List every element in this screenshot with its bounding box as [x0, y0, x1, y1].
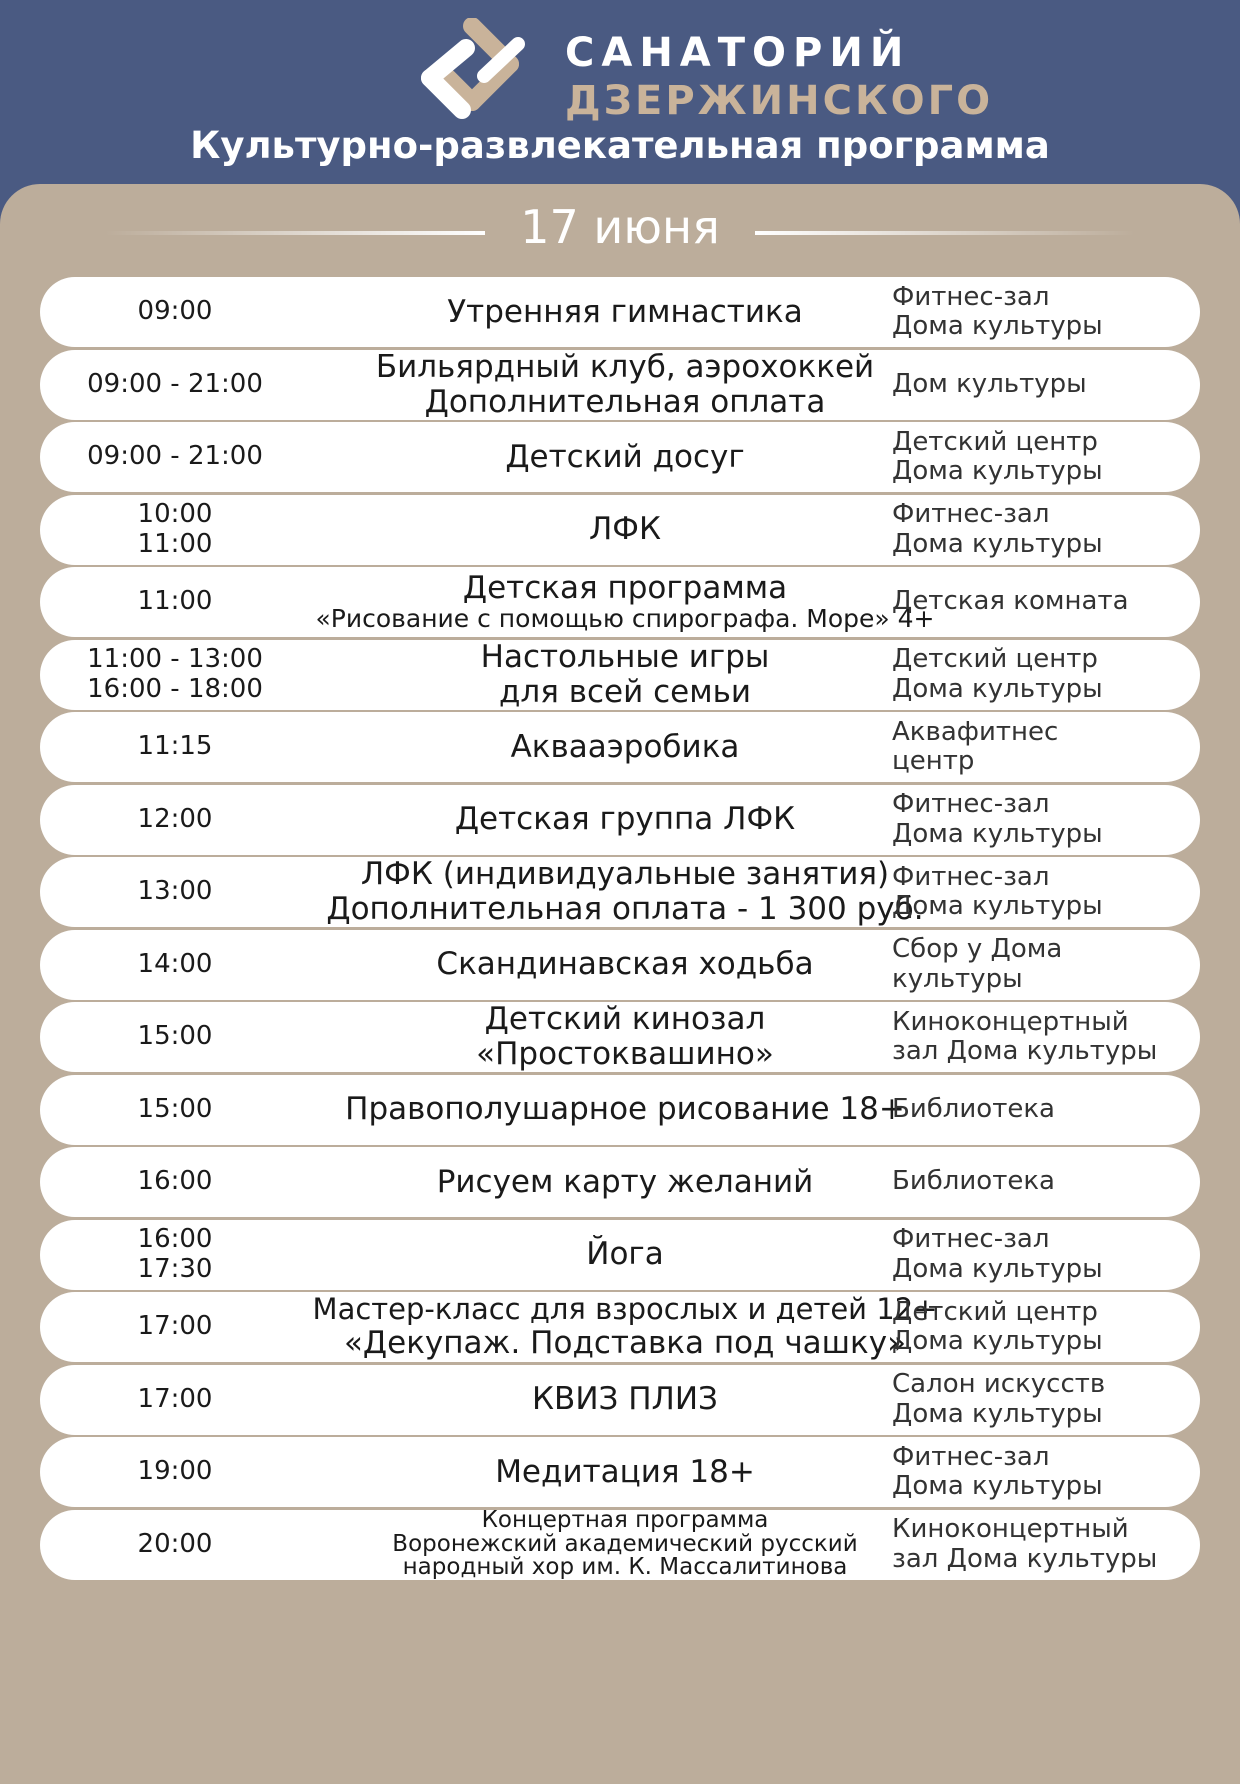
event-time: [40, 1220, 310, 1290]
event-location-line: Дома культуры: [892, 1471, 1103, 1501]
event-title: [275, 785, 975, 855]
schedule-row: [40, 712, 1200, 782]
schedule-row: [40, 567, 1200, 637]
event-time-line: 12:00: [137, 803, 213, 834]
brand-name-line2: ДЗЕРЖИНСКОГО: [565, 78, 994, 124]
brand-name-line1: САНАТОРИЙ: [565, 30, 911, 76]
event-title-line: народный хор им. К. Массалитинова: [402, 1554, 848, 1581]
event-location-line: Детский центр: [892, 644, 1098, 675]
event-location-line: Салон искусств: [892, 1369, 1106, 1400]
event-time-line: 19:00: [137, 1456, 213, 1487]
event-title-line: Рисуем карту желаний: [436, 1163, 814, 1200]
event-title-line: ЛФК (индивидуальные занятия): [360, 856, 890, 893]
event-location-line: Аквафитнес: [892, 716, 1059, 747]
event-title-line: «Рисование с помощью спирографа. Море» 4+: [315, 604, 935, 634]
schedule-row: [40, 277, 1200, 347]
event-title: [275, 712, 975, 782]
schedule-row: [40, 1507, 1200, 1581]
event-title-line: Аквааэробика: [510, 728, 740, 765]
event-title: [275, 495, 975, 565]
event-time: [40, 1292, 310, 1362]
event-location-line: Библиотека: [892, 1093, 1055, 1124]
event-time-line: 15:00: [137, 1021, 213, 1052]
event-title: [275, 1292, 975, 1362]
schedule-row: [40, 1292, 1200, 1362]
event-title-line: «Простоквашино»: [476, 1036, 774, 1072]
event-location-line: Дом культуры: [892, 368, 1087, 399]
event-time-line: 09:00: [137, 296, 213, 327]
event-time-line: 09:00 - 21:00: [87, 368, 263, 399]
event-title: [275, 1075, 975, 1145]
event-time: [40, 1075, 310, 1145]
event-location-line: центр: [892, 746, 975, 776]
event-location-line: Фитнес-зал: [892, 789, 1050, 820]
event-time-line: 10:00: [137, 499, 213, 530]
event-title-line: КВИЗ ПЛИЗ: [532, 1381, 718, 1418]
event-title-line: «Декупаж. Подставка под чашку»: [343, 1324, 907, 1361]
schedule-row: [40, 1437, 1200, 1507]
schedule-row: [40, 1220, 1200, 1290]
event-time-line: 16:00 - 18:00: [87, 673, 263, 704]
event-location: [892, 422, 1197, 492]
event-location: [892, 930, 1197, 1000]
event-location: [892, 857, 1197, 927]
event-location: [892, 350, 1197, 420]
event-time: [40, 712, 310, 782]
event-title-line: Скандинавская ходьба: [436, 946, 814, 983]
schedule-row: [40, 785, 1200, 855]
event-time-line: 16:00: [137, 1166, 213, 1197]
date-heading: [0, 200, 1240, 260]
event-time: [40, 1002, 310, 1072]
event-title-line: Йога: [586, 1236, 664, 1273]
event-title: [275, 422, 975, 492]
event-time: [40, 567, 310, 637]
event-location: [892, 1002, 1197, 1072]
event-time-line: 17:00: [137, 1311, 213, 1342]
header: [0, 0, 1240, 190]
event-location: [892, 1147, 1197, 1217]
schedule-row: [40, 1365, 1200, 1435]
schedule-row: [40, 640, 1200, 710]
event-title-line: Бильярдный клуб, аэрохоккей: [375, 348, 875, 385]
event-time: [40, 1510, 310, 1580]
event-title-line: Детский кинозал: [484, 1001, 766, 1038]
event-time-line: 20:00: [137, 1528, 213, 1559]
event-time-line: 16:00: [137, 1224, 213, 1255]
event-time-line: 14:00: [137, 948, 213, 979]
event-location: [892, 1510, 1197, 1580]
event-location-line: Фитнес-зал: [892, 1224, 1050, 1255]
event-location: [892, 495, 1197, 565]
event-time-line: 11:15: [137, 731, 213, 762]
event-location-line: Фитнес-зал: [892, 499, 1050, 530]
event-time-line: 11:00 - 13:00: [87, 644, 263, 675]
event-time: [40, 857, 310, 927]
event-title-line: Дополнительная оплата: [424, 383, 826, 420]
event-time: [40, 1437, 310, 1507]
event-location-line: Дома культуры: [892, 673, 1103, 704]
event-location: [892, 567, 1197, 637]
event-location-line: Фитнес-зал: [892, 1441, 1050, 1472]
schedule-row: [40, 857, 1200, 927]
event-title: [275, 1002, 975, 1072]
event-location: [892, 1437, 1197, 1507]
event-location: [892, 640, 1197, 710]
schedule-row: [40, 495, 1200, 565]
event-location-line: Библиотека: [892, 1166, 1055, 1197]
event-title: [275, 567, 975, 637]
event-title: [275, 277, 975, 347]
event-title-line: Утренняя гимнастика: [447, 293, 803, 330]
schedule-row: [40, 1147, 1200, 1217]
event-location: [892, 1220, 1197, 1290]
event-time: [40, 350, 310, 420]
event-title-line: ЛФК: [588, 511, 661, 548]
event-time: [40, 495, 310, 565]
event-location-line: Дома культуры: [892, 818, 1103, 849]
event-title-line: для всей семьи: [498, 673, 752, 710]
event-location-line: Киноконцертный: [892, 1006, 1129, 1037]
schedule-row: [40, 1075, 1200, 1145]
event-time: [40, 422, 310, 492]
event-title: [275, 350, 975, 420]
event-location-line: зал Дома культуры: [892, 1036, 1158, 1066]
event-title: [275, 1365, 975, 1435]
event-location-line: Дома культуры: [892, 1398, 1103, 1429]
event-location-line: Детский центр: [892, 426, 1098, 457]
event-title-line: Детская группа ЛФК: [454, 801, 796, 838]
event-location-line: зал Дома культуры: [892, 1543, 1158, 1574]
event-time-line: 13:00: [137, 876, 213, 907]
event-title: [275, 1220, 975, 1290]
event-title: [275, 1147, 975, 1217]
event-location-line: Дома культуры: [892, 528, 1103, 559]
event-time: [40, 1365, 310, 1435]
event-time-line: 17:30: [137, 1253, 213, 1284]
event-location-line: Сбор у Дома: [892, 934, 1063, 965]
event-location-line: Детский центр: [892, 1296, 1098, 1327]
event-time: [40, 1147, 310, 1217]
event-location: [892, 1365, 1197, 1435]
event-title-line: Детский досуг: [505, 438, 745, 475]
event-title-line: Дополнительная оплата - 1 300 руб.: [326, 891, 924, 927]
event-location-line: Дома культуры: [892, 891, 1103, 921]
event-location: [892, 712, 1197, 782]
event-location-line: Дома культуры: [892, 1253, 1103, 1284]
event-location-line: Дома культуры: [892, 456, 1103, 486]
event-location: [892, 1075, 1197, 1145]
event-time-line: 11:00: [137, 586, 213, 617]
event-time-line: 09:00 - 21:00: [87, 441, 263, 472]
event-location-line: Дома культуры: [892, 311, 1103, 341]
event-title-line: Концертная программа: [481, 1507, 769, 1534]
event-title-line: Воронежский академический русский: [392, 1530, 858, 1557]
event-title-line: Правополушарное рисование 18+: [345, 1091, 905, 1128]
event-location-line: Дома культуры: [892, 1326, 1103, 1356]
event-title: [275, 1437, 975, 1507]
event-title-line: Детская программа: [462, 569, 788, 606]
event-title: [275, 930, 975, 1000]
event-location-line: культуры: [892, 963, 1023, 994]
event-time-line: 15:00: [137, 1093, 213, 1124]
event-location: [892, 785, 1197, 855]
page-title: Культурно-развлекательная программа: [190, 124, 1050, 167]
event-location-line: Детская комната: [892, 586, 1129, 617]
event-time: [40, 930, 310, 1000]
event-title-line: Медитация 18+: [495, 1453, 755, 1490]
schedule-row: [40, 350, 1200, 420]
event-time: [40, 277, 310, 347]
sanatorium-logo: [410, 18, 994, 128]
event-title-line: Мастер-класс для взрослых и детей 12+: [312, 1292, 938, 1327]
event-time-line: 17:00: [137, 1383, 213, 1414]
event-time: [40, 785, 310, 855]
event-title: [275, 1507, 975, 1581]
event-title: [275, 857, 975, 927]
logo-emblem-icon: [410, 18, 550, 128]
event-location-line: Фитнес-зал: [892, 281, 1050, 312]
event-time: [40, 640, 310, 710]
schedule-date: 17 июня: [520, 200, 720, 254]
event-location-line: Киноконцертный: [892, 1514, 1129, 1545]
schedule-row: [40, 422, 1200, 492]
event-location: [892, 1292, 1197, 1362]
event-title: [275, 640, 975, 710]
schedule-row: [40, 1002, 1200, 1072]
event-time-line: 11:00: [137, 528, 213, 559]
event-title-line: Настольные игры: [480, 638, 770, 675]
schedule-row: [40, 930, 1200, 1000]
event-location-line: Фитнес-зал: [892, 861, 1050, 892]
event-location: [892, 277, 1197, 347]
